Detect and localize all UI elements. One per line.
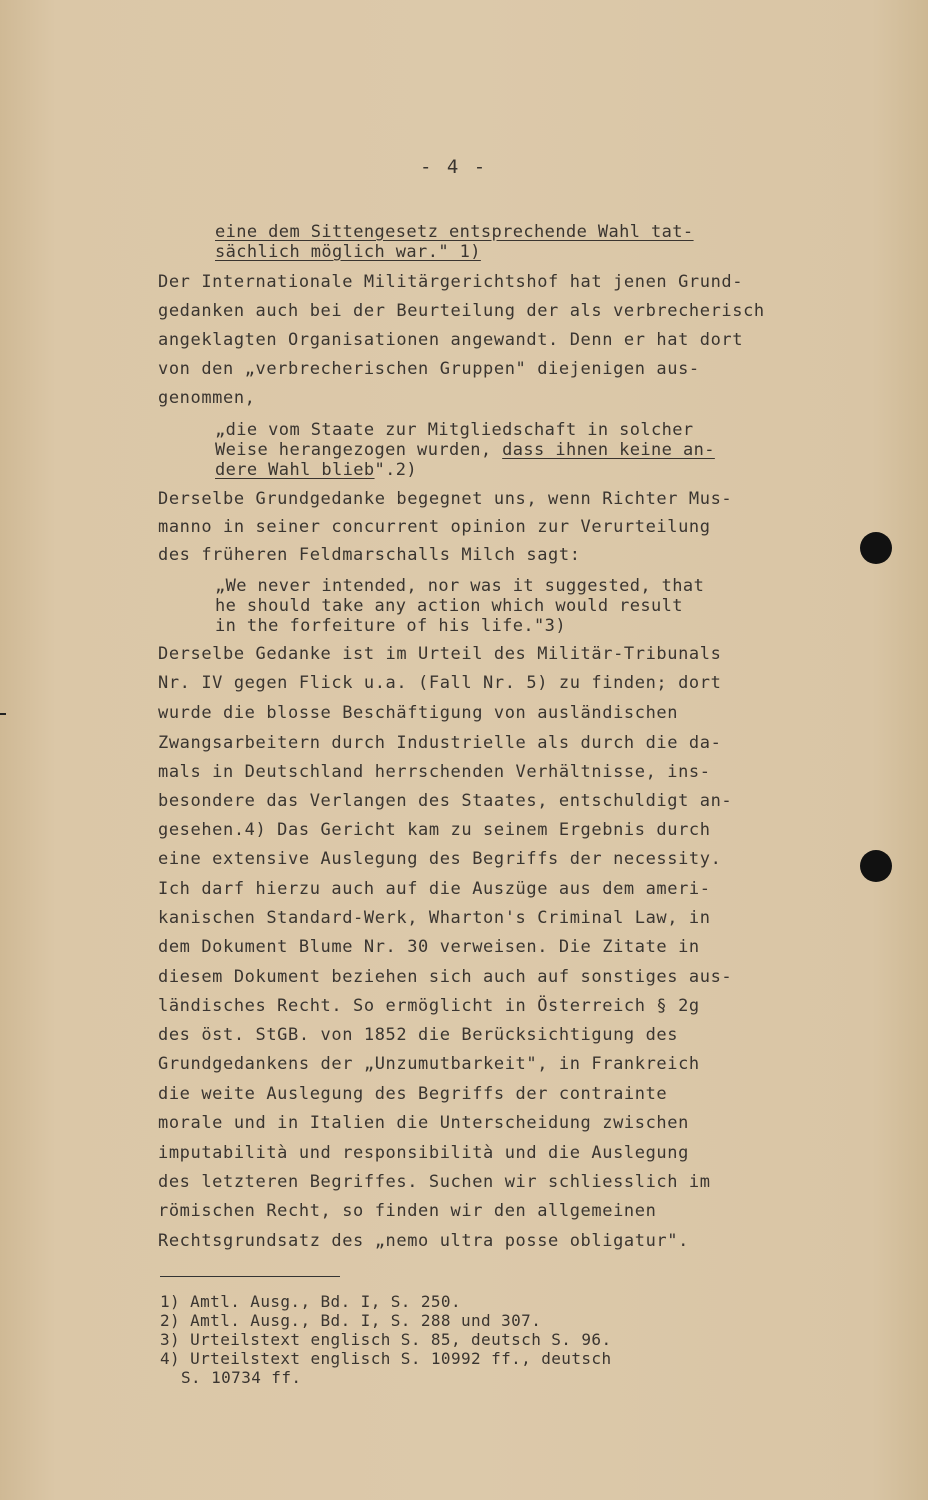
quote-line xyxy=(215,440,715,460)
text-line: Rechtsgrundsatz des „nemo ultra posse obligatur". xyxy=(158,1231,689,1251)
quote-line: in the forfeiture of his life."3) xyxy=(215,616,566,636)
text-line: eine extensive Auslegung des Begriffs der necessity. xyxy=(158,849,722,869)
text-line: gedanken auch bei der Beurteilung der als verbrecherisch xyxy=(158,301,765,321)
text-line: dem Dokument Blume Nr. 30 verweisen. Die Zitate in xyxy=(158,937,700,957)
quote-line xyxy=(215,460,417,480)
text-line: Der Internationale Militärgerichtshof hat jenen Grund- xyxy=(158,272,744,292)
text-line: manno in seiner concurrent opinion zur Verurteilung xyxy=(158,517,711,537)
text-line: imputabilità und responsibilità und die Auslegung xyxy=(158,1143,689,1163)
text-line: Derselbe Gedanke ist im Urteil des Militär-Tribunals xyxy=(158,644,722,664)
text-line: des öst. StGB. von 1852 die Berücksichtigung des xyxy=(158,1025,679,1045)
quote-text: ".2) xyxy=(374,460,418,480)
text-line: wurde die blosse Beschäftigung von ausländischen xyxy=(158,703,679,723)
quote-line: eine dem Sittengesetz entsprechende Wahl tat- xyxy=(215,222,694,242)
text-line: römischen Recht, so finden wir den allgemeinen xyxy=(158,1201,657,1221)
footnote: 2) Amtl. Ausg., Bd. I, S. 288 und 307. xyxy=(160,1311,542,1330)
text-line: ländisches Recht. So ermöglicht in Österreich § 2g xyxy=(158,996,700,1016)
text-line: Nr. IV gegen Flick u.a. (Fall Nr. 5) zu finden; dort xyxy=(158,673,722,693)
text-line: gesehen.4) Das Gericht kam zu seinem Ergebnis durch xyxy=(158,820,711,840)
text-line: Grundgedankens der „Unzumutbarkeit", in Frankreich xyxy=(158,1054,700,1074)
page-number: - 4 - xyxy=(420,156,488,178)
quote-line: he should take any action which would result xyxy=(215,596,683,616)
quote-line: „We never intended, nor was it suggested, that xyxy=(215,576,705,596)
quote-underlined-text: dass ihnen keine an- xyxy=(502,440,715,460)
text-line: kanischen Standard-Werk, Wharton's Criminal Law, in xyxy=(158,908,711,928)
text-line: besondere das Verlangen des Staates, entschuldigt an- xyxy=(158,791,733,811)
footnote: 4) Urteilstext englisch S. 10992 ff., deutsch xyxy=(160,1349,612,1368)
text-line: Derselbe Grundgedanke begegnet uns, wenn Richter Mus- xyxy=(158,489,733,509)
footnote-divider xyxy=(160,1276,340,1277)
quote-line: „die vom Staate zur Mitgliedschaft in solcher xyxy=(215,420,694,440)
punch-hole-top xyxy=(860,532,892,564)
quote-underlined-text: dere Wahl blieb xyxy=(215,460,375,480)
text-line: des letzteren Begriffes. Suchen wir schliesslich im xyxy=(158,1172,711,1192)
margin-mark xyxy=(0,713,6,715)
quote-text: Weise herangezogen wurden, xyxy=(215,440,503,460)
footnote: 3) Urteilstext englisch S. 85, deutsch S. 96. xyxy=(160,1330,612,1349)
text-line: angeklagten Organisationen angewandt. Denn er hat dort xyxy=(158,330,744,350)
text-line: diesem Dokument beziehen sich auch auf sonstiges aus- xyxy=(158,967,733,987)
text-line: mals in Deutschland herrschenden Verhältnisse, ins- xyxy=(158,762,711,782)
punch-hole-bottom xyxy=(860,850,892,882)
text-line: Zwangsarbeitern durch Industrielle als durch die da- xyxy=(158,733,722,753)
text-line: von den „verbrecherischen Gruppen" diejenigen aus- xyxy=(158,359,700,379)
text-line: morale und in Italien die Unterscheidung zwischen xyxy=(158,1113,689,1133)
footnote: S. 10734 ff. xyxy=(181,1368,302,1387)
text-line: des früheren Feldmarschalls Milch sagt: xyxy=(158,545,581,565)
footnote: 1) Amtl. Ausg., Bd. I, S. 250. xyxy=(160,1292,461,1311)
text-line: die weite Auslegung des Begriffs der contrainte xyxy=(158,1084,668,1104)
text-line: Ich darf hierzu auch auf die Auszüge aus dem ameri- xyxy=(158,879,711,899)
quote-line: sächlich möglich war." 1) xyxy=(215,242,481,262)
text-line: genommen, xyxy=(158,388,256,408)
